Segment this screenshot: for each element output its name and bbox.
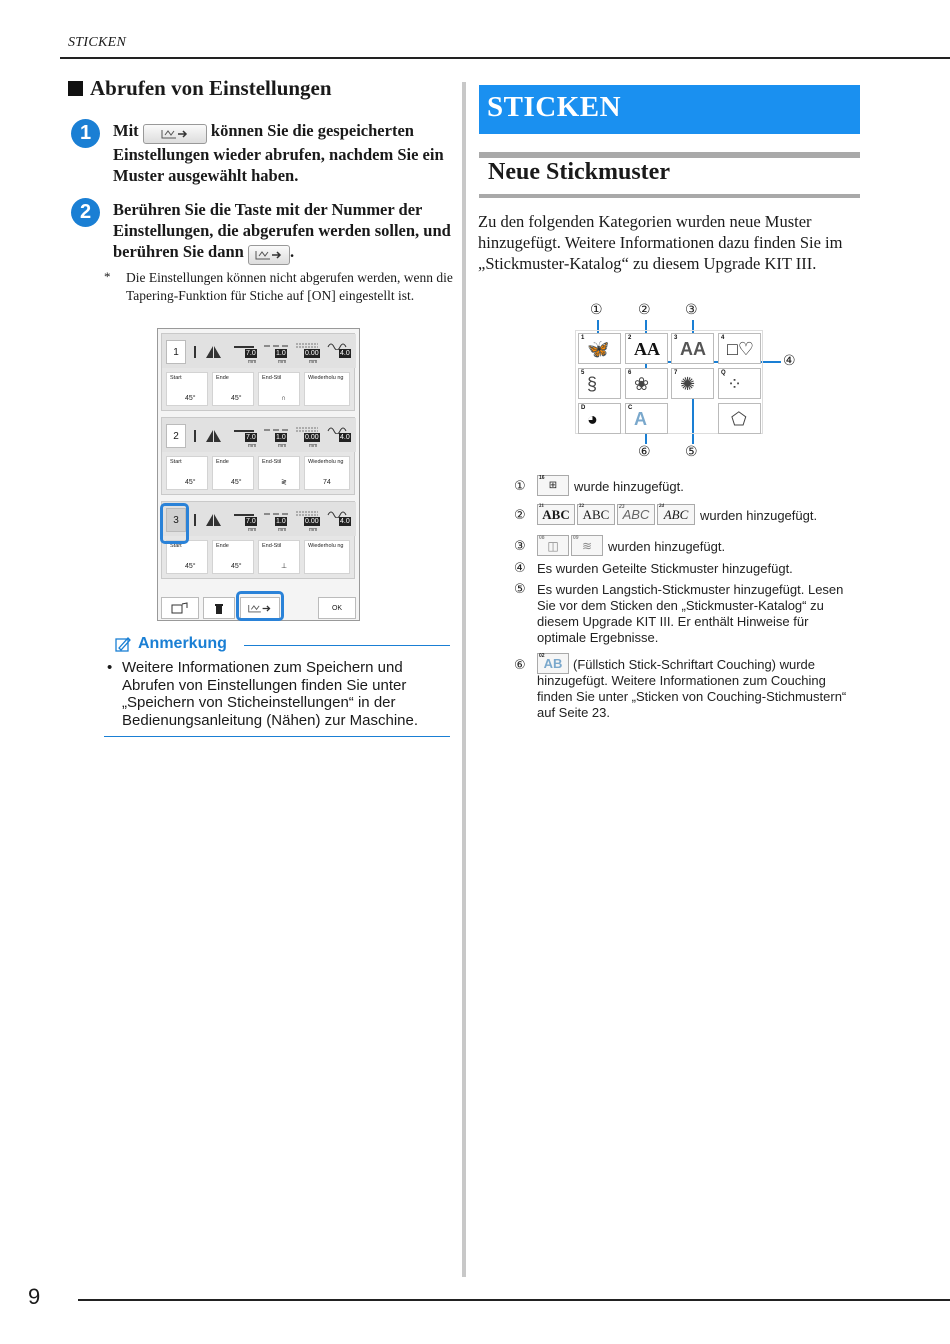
end-angle: 45° — [231, 479, 242, 486]
memory-icon — [171, 602, 189, 614]
row-3-value-2[interactable]: 1.0 — [276, 518, 286, 525]
row-2-value-2[interactable]: 1.0 — [276, 434, 286, 441]
flower-icon: ❀ — [634, 374, 650, 394]
row-1-unit-2: mm — [278, 359, 287, 365]
mandala-icon: ✺ — [680, 374, 696, 394]
category-tile-5[interactable]: 5 § — [578, 368, 621, 399]
category-tile-c[interactable]: C A — [625, 403, 668, 434]
item-6-number: ⑥ — [514, 658, 526, 673]
header-rule — [60, 57, 950, 59]
repeat-cell[interactable] — [304, 456, 350, 490]
start-cell[interactable] — [166, 372, 208, 406]
repeat-cell[interactable] — [304, 540, 350, 574]
anmerkung-text: Weitere Informationen zum Speichern und Abrufen von Einstellungen finden Sie unter „Speichern von Sticheinstellungen“ in der Bedienungsanleitung (Nähen) zur Maschine. — [122, 659, 419, 729]
font-aa-icon: AA — [634, 339, 660, 359]
stitch-settings-panel — [157, 328, 360, 621]
category-grid — [575, 330, 763, 434]
end-style-icon: ⊥ — [281, 563, 288, 570]
item-4-text: Es wurden Geteilte Stickmuster hinzugefügt. — [537, 561, 793, 576]
end-label: Ende — [216, 459, 229, 465]
note-text: Die Einstellungen können nicht abgerufen werden, wenn die Tapering-Funktion für Stiche auf [ON] eingestellt ist. — [126, 270, 453, 303]
repeat-cell[interactable] — [304, 372, 350, 406]
callout-4: ④ — [783, 353, 796, 369]
chapter-banner: STICKEN — [479, 85, 860, 134]
item-1-text: wurde hinzugefügt. — [574, 479, 684, 494]
item-4-number: ④ — [514, 561, 526, 576]
item-5-text: Es wurden Langstich-Stickmuster hinzugefügt. Lesen Sie vor dem Sticken den „Stickmuster-Katalog“ zu diesem Upgrade KIT III. Er enthält Hinweise für optimale Ergebnisse. — [537, 582, 844, 645]
outline-font-icon: ◫ — [547, 538, 559, 553]
start-cell[interactable] — [166, 540, 208, 574]
category-tile-frame[interactable] — [718, 403, 761, 434]
settings-row-3[interactable] — [161, 501, 355, 579]
end-style-icon: ∩ — [281, 395, 287, 402]
font-aa-fancy-icon: AA — [680, 339, 706, 359]
step-1-after: können Sie die gespeicherten Einstellungen wieder abrufen, nachdem Sie ein Muster ausgewählt haben. — [113, 121, 444, 185]
intro-paragraph: Zu den folgenden Kategorien wurden neue Muster hinzugefügt. Weitere Informationen dazu finden Sie im „Stickmuster-Katalog“ zu diesem Upgrade KIT III. — [478, 212, 843, 273]
item-1-number: ① — [514, 479, 526, 494]
row-2-value-1[interactable]: 7.0 — [246, 434, 256, 441]
row-3-unit-3: mm — [309, 527, 318, 533]
mickey-icon: ◕ — [587, 409, 598, 429]
row-2-unit-3: mm — [309, 443, 318, 449]
category-tile-d[interactable]: D ◕ — [578, 403, 621, 434]
section-square-icon — [68, 81, 83, 96]
end-label: Ende — [216, 543, 229, 549]
callout-6: ⑥ — [638, 444, 651, 460]
width-taper-icon — [192, 344, 232, 360]
frame-heart-icon: □♡ — [727, 339, 755, 359]
row-3-value-3[interactable]: 0.00 — [305, 518, 319, 525]
end-style-label: End-Stil — [262, 375, 282, 381]
end-style-label: End-Stil — [262, 459, 282, 465]
width-taper-icon — [192, 428, 232, 444]
category-tile-1[interactable]: 1 🦋 — [578, 333, 621, 364]
delete-button[interactable] — [203, 597, 235, 619]
recall-button-highlight — [236, 591, 284, 621]
start-angle: 45° — [185, 563, 196, 570]
subtitle-bar-top — [479, 152, 860, 158]
row-1-value-2[interactable]: 1.0 — [276, 350, 286, 357]
width-taper-icon — [192, 512, 232, 528]
category-tile-7[interactable]: 7 ✺ — [671, 368, 714, 399]
row-3-number-button[interactable]: 3 — [166, 508, 186, 532]
font-key-09: 09 ≋ — [571, 535, 603, 556]
row-1-value-4[interactable]: 4.0 — [340, 350, 350, 357]
font-key-08: 08 ◫ — [537, 535, 569, 556]
section-title-text: Abrufen von Einstellungen — [90, 76, 332, 100]
item-3-number: ③ — [514, 539, 526, 554]
start-label: Start — [170, 459, 182, 465]
recall-key-icon — [248, 245, 290, 265]
end-style-label: End-Stil — [262, 543, 282, 549]
couching-font-icon: A — [634, 409, 647, 429]
row-2-number-button[interactable]: 2 — [166, 424, 186, 448]
category-tile-2[interactable]: 2 AA — [625, 333, 668, 364]
row-1-unit-1: mm — [248, 359, 257, 365]
row-2-unit-2: mm — [278, 443, 287, 449]
row-3-highlight — [160, 503, 189, 544]
anmerkung-rule — [244, 645, 450, 646]
step-1-badge: 1 — [71, 119, 100, 148]
trash-icon — [214, 603, 224, 614]
step-2-body: Berühren Sie die Taste mit der Nummer der Einstellungen, die abgerufen werden sollen, und berühren Sie dann — [113, 200, 451, 261]
subtitle: Neue Stickmuster — [488, 159, 670, 185]
settings-row-1[interactable] — [161, 333, 355, 411]
anmerkung-title — [115, 635, 227, 653]
row-3-value-4[interactable]: 4.0 — [340, 518, 350, 525]
callout-5: ⑤ — [685, 444, 698, 460]
step-1-before: Mit — [113, 121, 139, 140]
step-2-badge: 2 — [71, 198, 100, 227]
callout-1: ① — [590, 302, 603, 318]
end-style-cell[interactable] — [258, 372, 300, 406]
font-key-22: 22 ABC — [577, 504, 615, 525]
start-angle: 45° — [185, 479, 196, 486]
item-3-text: wurden hinzugefügt. — [608, 539, 726, 554]
category-tile-3[interactable]: 3 AA — [671, 333, 714, 364]
item-2-number: ② — [514, 508, 526, 523]
row-2-value-3[interactable]: 0.00 — [305, 434, 319, 441]
row-2-unit-1: mm — [248, 443, 257, 449]
repeat-label: Wiederholu ng — [308, 459, 344, 465]
start-cell[interactable] — [166, 456, 208, 490]
butterfly-icon: 🦋 — [587, 339, 610, 359]
row-3-unit-1: mm — [248, 527, 257, 533]
end-style-icon: ≷ — [281, 479, 287, 486]
item-1-key-icon: 16 ⊞ — [537, 475, 569, 496]
font-key-24: 24 ABC — [657, 504, 695, 525]
subtitle-bar-bottom — [479, 194, 860, 198]
column-divider — [462, 82, 466, 1277]
script-font-icon: ≋ — [581, 538, 593, 553]
item-5-number: ⑤ — [514, 582, 526, 597]
row-3-value-1[interactable]: 7.0 — [246, 518, 256, 525]
end-style-cell[interactable] — [258, 456, 300, 490]
start-label: Start — [170, 543, 182, 549]
couching-font-key: 02 AB — [537, 653, 569, 674]
step-1-text — [113, 120, 453, 186]
pocket-frame-icon: ⬠ — [731, 409, 747, 429]
row-1-value-1[interactable]: 7.0 — [246, 350, 256, 357]
end-label: Ende — [216, 375, 229, 381]
settings-row-2[interactable] — [161, 417, 355, 495]
step-2-text — [113, 199, 453, 265]
ribbon-icon: § — [587, 374, 598, 394]
start-angle: 45° — [185, 395, 196, 402]
end-cell[interactable] — [212, 540, 254, 574]
note-pencil-icon — [115, 636, 132, 652]
end-angle: 45° — [231, 563, 242, 570]
quilt-icon: ⁘ — [727, 374, 743, 394]
repeat-label: Wiederholu ng — [308, 375, 344, 381]
callout-3: ③ — [685, 302, 698, 318]
category-tile-q[interactable]: Q ⁘ — [718, 368, 761, 399]
callout-2: ② — [638, 302, 651, 318]
row-3-unit-2: mm — [278, 527, 287, 533]
note-marker: * — [104, 269, 111, 284]
category-tile-6[interactable]: 6 ❀ — [625, 368, 668, 399]
end-cell[interactable] — [212, 456, 254, 490]
category-tile-4[interactable]: 4 □♡ — [718, 333, 761, 364]
item-2-text: wurden hinzugefügt. — [700, 508, 818, 523]
recall-key-icon — [143, 124, 207, 144]
anmerkung-bullet: • — [107, 659, 113, 676]
end-angle: 45° — [231, 395, 242, 402]
step-2-end: . — [289, 242, 295, 261]
save-settings-button[interactable] — [161, 597, 199, 619]
item-6-text: (Füllstich Stick-Schriftart Couching) wurde hinzugefügt. Weitere Informationen zum Couching finden Sie unter „Sticken von Couching-Stichmustern“ auf Seite 23. — [537, 657, 847, 720]
anmerkung-bottom-rule — [104, 736, 450, 737]
font-key-21: 21 ABC — [537, 504, 575, 525]
row-1-value-3[interactable]: 0.00 — [305, 350, 319, 357]
row-1-number-button[interactable]: 1 — [166, 340, 186, 364]
section-title — [68, 76, 332, 101]
end-style-cell[interactable] — [258, 540, 300, 574]
repeat-label: Wiederholu ng — [308, 543, 344, 549]
row-1-unit-3: mm — [309, 359, 318, 365]
end-cell[interactable] — [212, 372, 254, 406]
ok-button[interactable]: OK — [318, 597, 356, 619]
font-key-23: 23 ABC — [617, 504, 655, 525]
anmerkung-label: Anmerkung — [138, 635, 227, 652]
machine-icon: ⊞ — [548, 480, 558, 491]
repeat-value: 74 — [323, 479, 331, 486]
running-head: STICKEN — [68, 35, 127, 50]
footer-rule — [78, 1299, 950, 1301]
page-number: 9 — [28, 1284, 41, 1309]
start-label: Start — [170, 375, 182, 381]
row-2-value-4[interactable]: 4.0 — [340, 434, 350, 441]
